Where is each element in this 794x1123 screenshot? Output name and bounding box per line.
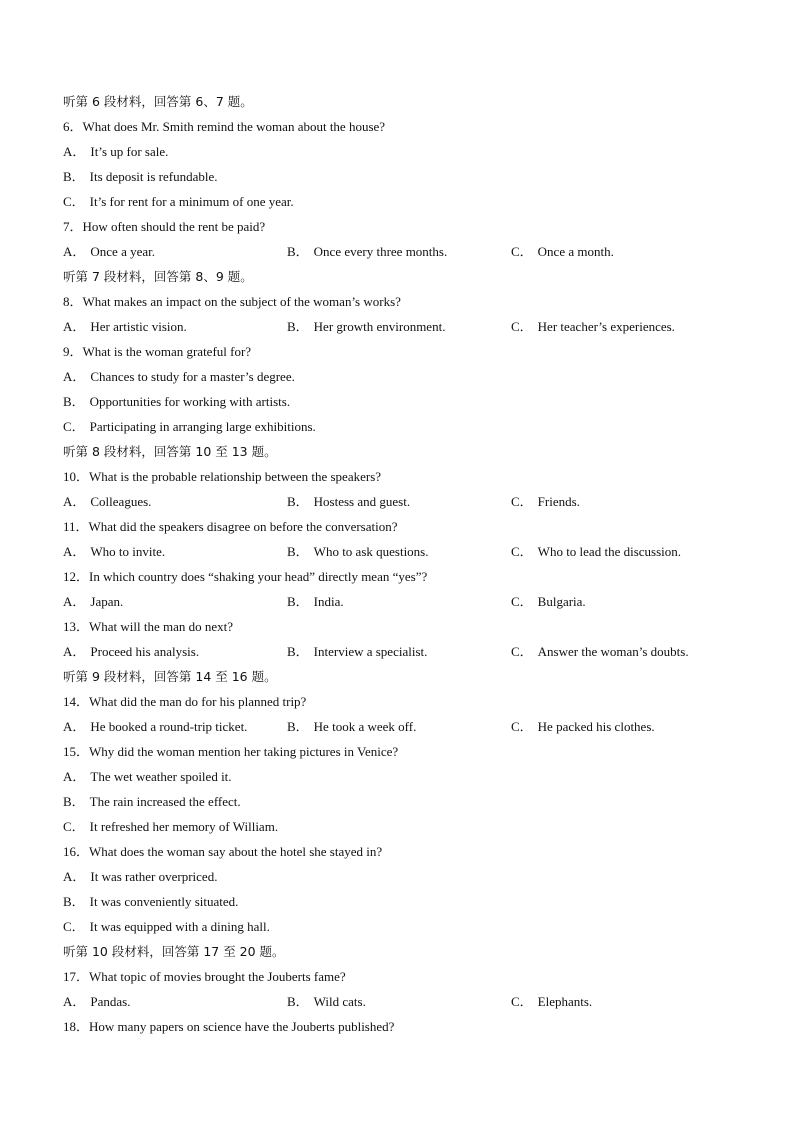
option-text: He packed his clothes. xyxy=(537,719,655,734)
option-text: Opportunities for working with artists. xyxy=(89,394,291,409)
option-text: It was equipped with a dining hall. xyxy=(89,919,270,934)
answer-option xyxy=(63,639,287,664)
answer-option xyxy=(511,539,681,564)
option-label: C． xyxy=(511,594,533,609)
answer-option xyxy=(511,489,580,514)
option-label: C． xyxy=(511,319,533,334)
answer-option xyxy=(63,889,743,914)
option-label: C． xyxy=(511,994,533,1009)
answer-option xyxy=(63,389,743,414)
answer-option xyxy=(511,714,655,739)
option-label: B． xyxy=(63,394,85,409)
option-label: C． xyxy=(63,919,85,934)
option-text: Who to ask questions. xyxy=(313,544,429,559)
question-stem: 16．What does the woman say about the hotel she stayed in? xyxy=(63,844,383,859)
question-stem: 10．What is the probable relationship between the speakers? xyxy=(63,469,382,484)
options-row xyxy=(63,539,743,564)
answer-option xyxy=(287,714,511,739)
option-text: Interview a specialist. xyxy=(313,644,428,659)
answer-option xyxy=(63,164,743,189)
options-row xyxy=(63,589,743,614)
option-text: India. xyxy=(313,594,344,609)
option-label: C． xyxy=(511,644,533,659)
option-label: A． xyxy=(63,769,86,784)
answer-option xyxy=(63,714,287,739)
answer-option xyxy=(287,489,511,514)
option-text: Once every three months. xyxy=(313,244,448,259)
section-instruction: 听第 9 段材料，回答第 14 至 16 题。 xyxy=(63,669,277,684)
answer-option xyxy=(63,189,743,214)
option-label: B． xyxy=(287,544,309,559)
answer-option xyxy=(511,639,689,664)
option-text: Friends. xyxy=(537,494,580,509)
answer-option xyxy=(287,239,511,264)
answer-option xyxy=(63,414,743,439)
answer-option xyxy=(63,139,743,164)
answer-option xyxy=(63,589,287,614)
answer-option xyxy=(287,314,511,339)
option-label: A． xyxy=(63,319,86,334)
option-label: A． xyxy=(63,719,86,734)
option-text: Once a month. xyxy=(537,244,614,259)
question-stem: 13．What will the man do next? xyxy=(63,619,234,634)
option-text: The wet weather spoiled it. xyxy=(90,769,232,784)
question-stem: 8．What makes an impact on the subject of the woman’s works? xyxy=(63,294,401,309)
option-label: A． xyxy=(63,644,86,659)
option-label: B． xyxy=(287,594,309,609)
option-label: B． xyxy=(287,319,309,334)
option-text: It refreshed her memory of William. xyxy=(89,819,279,834)
option-text: Proceed his analysis. xyxy=(90,644,200,659)
option-label: A． xyxy=(63,544,86,559)
option-label: B． xyxy=(287,719,309,734)
answer-option xyxy=(511,239,614,264)
listening-section xyxy=(63,89,743,1039)
answer-option xyxy=(287,639,511,664)
option-label: A． xyxy=(63,144,86,159)
answer-option xyxy=(63,789,743,814)
question-stem: 12．In which country does “shaking your head” directly mean “yes”? xyxy=(63,569,428,584)
option-text: Colleagues. xyxy=(90,494,152,509)
option-label: B． xyxy=(287,994,309,1009)
option-label: C． xyxy=(511,544,533,559)
answer-option xyxy=(63,864,743,889)
answer-option xyxy=(511,314,675,339)
option-label: B． xyxy=(287,494,309,509)
options-row xyxy=(63,239,743,264)
option-label: B． xyxy=(287,644,309,659)
answer-option xyxy=(287,989,511,1014)
option-text: Who to lead the discussion. xyxy=(537,544,682,559)
option-text: The rain increased the effect. xyxy=(89,794,241,809)
option-text: It’s up for sale. xyxy=(90,144,169,159)
option-text: It was conveniently situated. xyxy=(89,894,239,909)
option-text: Chances to study for a master’s degree. xyxy=(90,369,295,384)
option-text: It was rather overpriced. xyxy=(90,869,218,884)
option-label: A． xyxy=(63,369,86,384)
answer-option xyxy=(63,364,743,389)
section-instruction: 听第 6 段材料，回答第 6、7 题。 xyxy=(63,94,253,109)
option-text: Once a year. xyxy=(90,244,155,259)
options-row xyxy=(63,489,743,514)
section-instruction: 听第 8 段材料，回答第 10 至 13 题。 xyxy=(63,444,277,459)
question-stem: 18．How many papers on science have the Jouberts published? xyxy=(63,1019,395,1034)
options-row xyxy=(63,639,743,664)
option-text: Wild cats. xyxy=(313,994,366,1009)
option-label: C． xyxy=(63,194,85,209)
option-text: Her growth environment. xyxy=(313,319,446,334)
option-label: A． xyxy=(63,869,86,884)
answer-option xyxy=(511,589,586,614)
option-label: B． xyxy=(287,244,309,259)
option-text: Answer the woman’s doubts. xyxy=(537,644,689,659)
option-label: B． xyxy=(63,169,85,184)
option-text: It’s for rent for a minimum of one year. xyxy=(89,194,294,209)
option-label: C． xyxy=(511,494,533,509)
option-text: Her teacher’s experiences. xyxy=(537,319,675,334)
question-stem: 7．How often should the rent be paid? xyxy=(63,219,266,234)
answer-option xyxy=(287,539,511,564)
answer-option xyxy=(63,764,743,789)
option-label: C． xyxy=(63,819,85,834)
answer-option xyxy=(63,989,287,1014)
option-text: Participating in arranging large exhibitions. xyxy=(89,419,316,434)
options-row xyxy=(63,989,743,1014)
option-text: He booked a round-trip ticket. xyxy=(90,719,248,734)
answer-option xyxy=(63,814,743,839)
question-stem: 14．What did the man do for his planned trip? xyxy=(63,694,307,709)
option-text: Elephants. xyxy=(537,994,593,1009)
options-row xyxy=(63,314,743,339)
option-text: Bulgaria. xyxy=(537,594,586,609)
answer-option xyxy=(287,589,511,614)
section-instruction: 听第 10 段材料，回答第 17 至 20 题。 xyxy=(63,944,285,959)
answer-option xyxy=(63,314,287,339)
option-label: C． xyxy=(511,719,533,734)
options-row xyxy=(63,714,743,739)
section-instruction: 听第 7 段材料，回答第 8、9 题。 xyxy=(63,269,253,284)
option-text: Hostess and guest. xyxy=(313,494,411,509)
option-label: C． xyxy=(63,419,85,434)
question-stem: 15．Why did the woman mention her taking pictures in Venice? xyxy=(63,744,399,759)
option-text: Japan. xyxy=(90,594,124,609)
option-text: Its deposit is refundable. xyxy=(89,169,218,184)
question-stem: 11．What did the speakers disagree on before the conversation? xyxy=(63,519,398,534)
option-text: Pandas. xyxy=(90,994,131,1009)
answer-option xyxy=(511,989,592,1014)
option-label: B． xyxy=(63,794,85,809)
option-text: Her artistic vision. xyxy=(90,319,187,334)
option-label: A． xyxy=(63,994,86,1009)
answer-option xyxy=(63,239,287,264)
question-stem: 9．What is the woman grateful for? xyxy=(63,344,252,359)
answer-option xyxy=(63,914,743,939)
option-text: He took a week off. xyxy=(313,719,417,734)
option-label: B． xyxy=(63,894,85,909)
option-label: A． xyxy=(63,494,86,509)
option-label: A． xyxy=(63,244,86,259)
answer-option xyxy=(63,489,287,514)
answer-option xyxy=(63,539,287,564)
option-label: C． xyxy=(511,244,533,259)
option-label: A． xyxy=(63,594,86,609)
option-text: Who to invite. xyxy=(90,544,166,559)
question-stem: 6．What does Mr. Smith remind the woman about the house? xyxy=(63,119,386,134)
question-stem: 17．What topic of movies brought the Jouberts fame? xyxy=(63,969,346,984)
